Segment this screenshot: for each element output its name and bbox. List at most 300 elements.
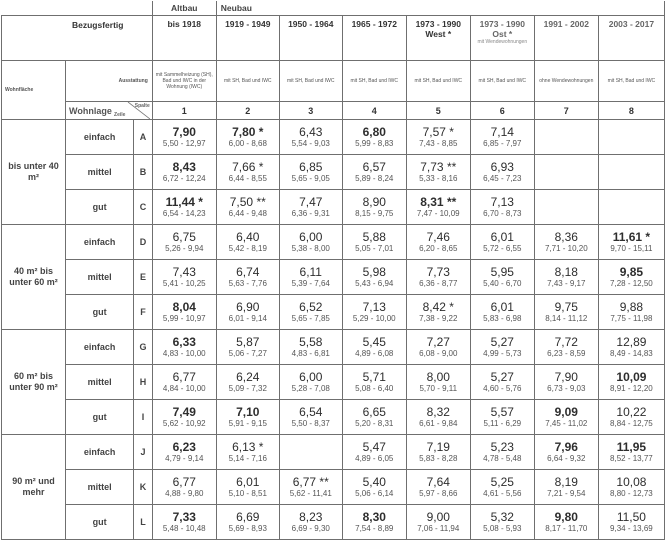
mean-rent: 8,43 xyxy=(172,159,196,174)
wohnflaeche-group: bis unter 40 m² xyxy=(2,120,66,225)
mean-rent: 9,00 xyxy=(426,509,450,524)
table-row xyxy=(2,295,665,330)
column-year-header xyxy=(598,16,664,61)
rent-cell xyxy=(152,120,216,155)
rent-range: 5,08 - 5,93 xyxy=(483,523,522,533)
rent-range: 5,83 - 6,98 xyxy=(483,313,522,323)
rent-cell xyxy=(598,505,664,540)
rent-cell xyxy=(279,225,342,260)
rent-range: 4,83 - 6,81 xyxy=(291,348,330,358)
column-year: 1973 - 1990 xyxy=(415,19,461,29)
mean-rent: 5,23 xyxy=(490,439,514,454)
row-letter: E xyxy=(134,260,153,295)
mean-rent: 9,88 xyxy=(619,299,644,314)
mean-rent: 8,00 xyxy=(426,369,450,384)
wohnlage-cell: mittel xyxy=(66,470,134,505)
rent-range: 5,89 - 8,24 xyxy=(355,173,394,183)
rent-range: 8,49 - 14,83 xyxy=(610,348,653,358)
mean-rent: 6,24 xyxy=(236,369,260,384)
mean-rent: 6,00 xyxy=(299,229,323,244)
column-year: 1965 - 1972 xyxy=(351,19,397,29)
mean-rent: 6,93 xyxy=(490,159,514,174)
column-year-header xyxy=(406,16,470,61)
mean-rent: 11,50 xyxy=(616,509,646,524)
mean-rent: 6,75 xyxy=(172,229,196,244)
rent-range: 5,43 - 6,94 xyxy=(355,278,394,288)
rent-cell xyxy=(534,190,598,225)
mean-rent: 11,61 * xyxy=(612,229,651,244)
table-row xyxy=(2,400,665,435)
wohnlage-cell: einfach xyxy=(66,120,134,155)
mean-rent: 6,54 xyxy=(299,404,323,419)
rent-cell xyxy=(216,505,279,540)
rent-range: 4,61 - 5,56 xyxy=(483,488,522,498)
rent-range: 5,41 - 10,25 xyxy=(162,278,206,288)
rent-cell xyxy=(342,505,406,540)
rent-cell xyxy=(342,190,406,225)
row-letter: C xyxy=(134,190,153,225)
table-row xyxy=(2,505,665,540)
mean-rent: 6,80 xyxy=(362,124,386,139)
mean-rent: 7,14 xyxy=(490,124,514,139)
rent-range: 5,54 - 9,03 xyxy=(291,138,330,148)
rent-cell xyxy=(534,505,598,540)
column-year: 1919 - 1949 xyxy=(225,19,271,29)
rent-range: 4,78 - 5,48 xyxy=(483,453,522,463)
mean-rent: 7,50 ** xyxy=(229,194,266,209)
row-letter: A xyxy=(134,120,153,155)
rent-cell xyxy=(216,365,279,400)
wohnlage-cell: einfach xyxy=(66,435,134,470)
rent-range: 6,08 - 9,00 xyxy=(419,348,458,358)
rent-range: 6,44 - 8,55 xyxy=(228,173,267,183)
column-number: 3 xyxy=(279,102,342,120)
rent-range: 5,09 - 7,32 xyxy=(228,383,267,393)
rent-range: 5,14 - 7,16 xyxy=(228,453,267,463)
rent-range: 4,89 - 6,05 xyxy=(355,453,394,463)
rent-cell xyxy=(470,120,534,155)
rent-range: 5,11 - 6,29 xyxy=(483,418,522,428)
rent-cell xyxy=(598,225,664,260)
rent-range: 7,21 - 9,54 xyxy=(547,488,586,498)
column-ausstattung: mit SH, Bad und IWC xyxy=(598,61,664,102)
column-year: 2003 - 2017 xyxy=(608,19,655,29)
mean-rent: 6,13 * xyxy=(232,439,264,454)
rent-range: 8,15 - 9,75 xyxy=(355,208,394,218)
mean-rent: 7,96 xyxy=(554,439,578,454)
mean-rent: 5,87 xyxy=(236,334,260,349)
rent-range: 6,44 - 9,48 xyxy=(228,208,267,218)
column-note: mit Wendewohnungen xyxy=(477,39,528,45)
rent-range: 5,62 - 11,41 xyxy=(289,488,332,498)
rent-cell xyxy=(279,400,342,435)
bezugsfertig-label: Bezugsfertig xyxy=(2,16,153,61)
rent-range: 6,70 - 8,73 xyxy=(483,208,522,218)
mean-rent: 6,85 xyxy=(299,159,323,174)
rent-cell xyxy=(279,470,342,505)
mean-rent: 6,01 xyxy=(490,299,514,314)
rent-cell xyxy=(598,190,664,225)
rent-cell xyxy=(534,120,598,155)
rent-range: 4,79 - 9,14 xyxy=(165,453,204,463)
rent-range: 7,43 - 9,17 xyxy=(547,278,586,288)
rent-range: 5,29 - 10,00 xyxy=(352,313,396,323)
mean-rent: 7,64 xyxy=(426,474,450,489)
column-number: 5 xyxy=(406,102,470,120)
wohnflaeche-group: 40 m² bis unter 60 m² xyxy=(2,225,66,330)
rent-cell xyxy=(342,155,406,190)
ausstattung-label: Ausstattung xyxy=(66,61,153,102)
mean-rent: 5,88 xyxy=(362,229,386,244)
rent-range: 5,48 - 10,48 xyxy=(162,523,206,533)
wohnlage-cell: einfach xyxy=(66,330,134,365)
mean-rent: 5,45 xyxy=(362,334,386,349)
rent-cell xyxy=(279,365,342,400)
rent-range: 5,62 - 10,92 xyxy=(162,418,206,428)
rent-range: 5,50 - 12,97 xyxy=(162,138,206,148)
rent-range: 8,17 - 11,70 xyxy=(545,523,588,533)
rent-cell xyxy=(406,505,470,540)
rent-range: 6,61 - 9,84 xyxy=(419,418,458,428)
rent-range: 7,47 - 10,09 xyxy=(416,208,460,218)
mean-rent: 6,57 xyxy=(362,159,386,174)
mean-rent: 7,13 xyxy=(362,299,386,314)
rent-range: 6,72 - 12,24 xyxy=(162,173,206,183)
column-region: West * xyxy=(425,29,452,39)
rent-range: 5,10 - 8,51 xyxy=(228,488,267,498)
rent-cell xyxy=(152,155,216,190)
rent-range: 5,05 - 7,01 xyxy=(355,243,394,253)
table-row xyxy=(2,330,665,365)
rent-cell xyxy=(406,120,470,155)
rent-range: 5,50 - 8,37 xyxy=(291,418,330,428)
mean-rent: 6,01 xyxy=(490,229,514,244)
rent-cell xyxy=(534,155,598,190)
rent-cell xyxy=(279,190,342,225)
mean-rent: 7,73 xyxy=(426,264,450,279)
rent-range: 5,91 - 9,15 xyxy=(228,418,267,428)
column-region: Ost * xyxy=(492,29,513,39)
rent-range: 6,00 - 8,68 xyxy=(228,138,267,148)
rent-range: 7,71 - 10,20 xyxy=(544,243,588,253)
column-ausstattung: mit SH, Bad und IWC xyxy=(279,61,342,102)
rent-cell xyxy=(152,435,216,470)
wohnlage-cell: mittel xyxy=(66,260,134,295)
rent-range: 9,70 - 15,11 xyxy=(610,243,653,253)
rent-cell xyxy=(470,190,534,225)
rent-range: 6,54 - 14,23 xyxy=(162,208,206,218)
column-number: 7 xyxy=(534,102,598,120)
wohnlage-cell: gut xyxy=(66,190,134,225)
mean-rent: 6,77 ** xyxy=(292,474,329,489)
rent-cell xyxy=(598,120,664,155)
row-letter: J xyxy=(134,435,153,470)
rent-cell xyxy=(470,155,534,190)
zeile-label: Zeile xyxy=(114,112,126,118)
rent-range: 5,65 - 9,05 xyxy=(291,173,330,183)
rent-cell xyxy=(216,330,279,365)
mean-rent: 7,47 xyxy=(299,194,323,209)
rent-cell xyxy=(598,295,664,330)
rent-range: 5,99 - 10,97 xyxy=(162,313,206,323)
rent-cell xyxy=(216,470,279,505)
rent-cell xyxy=(534,435,598,470)
mean-rent: 7,66 * xyxy=(232,159,264,174)
rent-range: 5,99 - 8,83 xyxy=(355,138,394,148)
column-year-header xyxy=(534,16,598,61)
wohnlage-cell: mittel xyxy=(66,155,134,190)
rent-range: 5,06 - 7,27 xyxy=(228,348,267,358)
column-ausstattung: mit SH, Bad und IWC xyxy=(470,61,534,102)
mean-rent: 7,33 xyxy=(172,509,196,524)
rent-cell xyxy=(152,295,216,330)
column-ausstattung: mit SH, Bad und IWC xyxy=(216,61,279,102)
rent-range: 6,64 - 9,32 xyxy=(547,453,586,463)
neubau-label: Neubau xyxy=(216,1,664,16)
rent-range: 5,65 - 7,85 xyxy=(291,313,330,323)
rent-range: 5,97 - 8,66 xyxy=(419,488,458,498)
rent-range: 5,42 - 8,19 xyxy=(228,243,267,253)
rent-cell xyxy=(534,470,598,505)
rent-cell xyxy=(342,225,406,260)
mean-rent: 7,27 xyxy=(426,334,450,349)
mean-rent: 6,69 xyxy=(236,509,260,524)
rent-range: 7,45 - 11,02 xyxy=(545,418,588,428)
rent-range: 8,14 - 11,12 xyxy=(545,313,588,323)
rent-cell xyxy=(152,365,216,400)
wohnlage-header xyxy=(66,102,153,120)
rent-cell xyxy=(216,260,279,295)
rent-cell xyxy=(406,365,470,400)
mean-rent: 8,32 xyxy=(426,404,450,419)
column-number: 6 xyxy=(470,102,534,120)
rent-range: 6,85 - 7,97 xyxy=(483,138,522,148)
rent-cell xyxy=(470,365,534,400)
rent-cell xyxy=(216,435,279,470)
mean-rent: 6,01 xyxy=(236,474,260,489)
rent-range: 5,06 - 6,14 xyxy=(355,488,394,498)
column-year: 1973 - 1990 xyxy=(479,19,525,29)
mean-rent: 8,42 * xyxy=(422,299,454,314)
rent-range: 5,38 - 8,00 xyxy=(291,243,330,253)
rent-range: 5,08 - 6,40 xyxy=(355,383,394,393)
mean-rent: 8,23 xyxy=(299,509,323,524)
rent-cell xyxy=(279,435,342,470)
rent-range: 7,75 - 11,98 xyxy=(610,313,653,323)
rent-range: 8,52 - 13,77 xyxy=(610,453,653,463)
mean-rent: 5,95 xyxy=(490,264,514,279)
wohnlage-cell: gut xyxy=(66,295,134,330)
mean-rent: 6,90 xyxy=(236,299,260,314)
rent-cell xyxy=(598,260,664,295)
rent-cell xyxy=(279,120,342,155)
rent-cell xyxy=(534,225,598,260)
rent-range: 9,34 - 13,69 xyxy=(610,523,653,533)
rent-range: 7,28 - 12,50 xyxy=(610,278,653,288)
rent-cell xyxy=(406,400,470,435)
rent-range: 7,43 - 8,85 xyxy=(419,138,458,148)
rent-range: 5,70 - 9,11 xyxy=(419,383,458,393)
mean-rent: 7,10 xyxy=(236,404,260,419)
mean-rent: 5,58 xyxy=(299,334,323,349)
mean-rent: 8,18 xyxy=(554,264,578,279)
rent-index-table xyxy=(1,1,665,555)
column-year-header xyxy=(216,16,279,61)
wohnlage-cell: einfach xyxy=(66,225,134,260)
mean-rent: 6,74 xyxy=(236,264,260,279)
table-row xyxy=(2,155,665,190)
rent-cell xyxy=(598,470,664,505)
rent-cell xyxy=(406,295,470,330)
column-year-header xyxy=(279,16,342,61)
rent-cell xyxy=(470,330,534,365)
column-number: 1 xyxy=(152,102,216,120)
mean-rent: 5,25 xyxy=(490,474,514,489)
rent-cell xyxy=(216,120,279,155)
rent-cell xyxy=(152,190,216,225)
rent-cell xyxy=(470,435,534,470)
rent-cell xyxy=(470,295,534,330)
row-letter: D xyxy=(134,225,153,260)
rent-range: 5,40 - 6,70 xyxy=(483,278,522,288)
rent-cell xyxy=(470,505,534,540)
rent-cell xyxy=(342,120,406,155)
rent-cell xyxy=(406,225,470,260)
rent-range: 8,84 - 12,75 xyxy=(610,418,653,428)
altbau-label: Altbau xyxy=(152,1,216,16)
rent-cell xyxy=(534,400,598,435)
rent-cell xyxy=(598,400,664,435)
row-letter: K xyxy=(134,470,153,505)
mean-rent: 10,22 xyxy=(616,404,647,419)
spalte-label: Spalte xyxy=(134,103,150,109)
rent-range: 7,54 - 8,89 xyxy=(355,523,394,533)
mean-rent: 5,40 xyxy=(362,474,386,489)
mean-rent: 5,57 xyxy=(490,404,514,419)
table-row xyxy=(2,470,665,505)
rent-cell xyxy=(216,190,279,225)
rent-range: 4,83 - 10,00 xyxy=(162,348,206,358)
mean-rent: 6,11 xyxy=(299,264,322,279)
rent-cell xyxy=(152,260,216,295)
column-ausstattung: mit Sammelheizung (SH), Bad und IWC in der Wohnung (IWC) xyxy=(152,61,216,102)
mean-rent: 11,95 xyxy=(616,439,647,454)
mean-rent: 9,75 xyxy=(554,299,578,314)
rent-range: 6,23 - 8,59 xyxy=(547,348,586,358)
table-row xyxy=(2,365,665,400)
rent-cell xyxy=(534,295,598,330)
table-row xyxy=(2,435,665,470)
mean-rent: 6,77 xyxy=(172,369,196,384)
rent-range: 4,89 - 6,08 xyxy=(355,348,394,358)
mean-rent: 7,80 * xyxy=(232,124,264,139)
rent-range: 8,91 - 12,20 xyxy=(610,383,653,393)
rent-cell xyxy=(534,365,598,400)
mean-rent: 6,65 xyxy=(362,404,386,419)
rent-cell xyxy=(216,295,279,330)
rent-range: 5,28 - 7,08 xyxy=(291,383,330,393)
mean-rent: 6,33 xyxy=(172,334,196,349)
wohnflaeche-group: 90 m² und mehr xyxy=(2,435,66,540)
rent-range: 6,36 - 8,77 xyxy=(419,278,458,288)
mean-rent: 7,90 xyxy=(172,124,196,139)
rent-cell xyxy=(406,435,470,470)
mean-rent: 7,49 xyxy=(172,404,196,419)
mean-rent: 7,72 xyxy=(554,334,578,349)
rent-cell xyxy=(152,470,216,505)
rent-cell xyxy=(406,190,470,225)
rent-range: 4,60 - 5,76 xyxy=(483,383,522,393)
mean-rent: 5,47 xyxy=(362,439,386,454)
wohnlage-cell: mittel xyxy=(66,365,134,400)
rent-range: 6,45 - 7,23 xyxy=(483,173,522,183)
rent-cell xyxy=(534,260,598,295)
row-letter: B xyxy=(134,155,153,190)
rent-range: 5,26 - 9,94 xyxy=(165,243,204,253)
wohnlage-cell: gut xyxy=(66,400,134,435)
rent-cell xyxy=(470,225,534,260)
mean-rent: 11,44 * xyxy=(165,194,203,209)
column-year: 1991 - 2002 xyxy=(543,19,589,29)
column-year-header xyxy=(342,16,406,61)
table-row xyxy=(2,225,665,260)
rent-range: 5,63 - 7,76 xyxy=(228,278,267,288)
row-letter: I xyxy=(134,400,153,435)
mean-rent: 8,30 xyxy=(362,509,386,524)
mean-rent: 7,19 xyxy=(426,439,450,454)
rent-cell xyxy=(279,330,342,365)
rent-range: 5,72 - 6,55 xyxy=(483,243,522,253)
rent-cell xyxy=(406,260,470,295)
table-row xyxy=(2,120,665,155)
mean-rent: 7,57 * xyxy=(422,124,454,139)
rent-cell xyxy=(342,400,406,435)
rent-range: 4,84 - 10,00 xyxy=(162,383,206,393)
mean-rent: 12,89 xyxy=(616,334,647,349)
wohnlage-label: Wohnlage xyxy=(69,106,112,116)
column-ausstattung: mit SH, Bad und IWC xyxy=(406,61,470,102)
rent-cell xyxy=(279,260,342,295)
rent-cell xyxy=(342,435,406,470)
column-year: 1950 - 1964 xyxy=(288,19,334,29)
rent-range: 6,01 - 9,14 xyxy=(228,313,267,323)
column-year-header xyxy=(470,16,534,61)
mean-rent: 8,31 ** xyxy=(420,194,457,209)
rent-cell xyxy=(342,365,406,400)
rent-cell xyxy=(279,155,342,190)
rent-cell xyxy=(279,505,342,540)
column-number: 8 xyxy=(598,102,664,120)
rent-cell xyxy=(216,400,279,435)
wohnflaeche-label: Wohnfläche xyxy=(2,61,66,120)
mean-rent: 5,27 xyxy=(490,334,514,349)
column-number: 2 xyxy=(216,102,279,120)
mean-rent: 6,43 xyxy=(299,124,323,139)
rent-cell xyxy=(152,400,216,435)
mean-rent: 7,73 ** xyxy=(420,159,457,174)
rent-cell xyxy=(406,155,470,190)
rent-cell xyxy=(152,330,216,365)
rent-range: 4,88 - 9,80 xyxy=(165,488,204,498)
rent-cell xyxy=(279,295,342,330)
rent-cell xyxy=(342,330,406,365)
rent-cell xyxy=(152,225,216,260)
rent-range: 8,80 - 12,73 xyxy=(610,488,653,498)
rent-cell xyxy=(216,155,279,190)
mean-rent: 7,46 xyxy=(426,229,450,244)
rent-cell xyxy=(598,365,664,400)
rent-cell xyxy=(470,470,534,505)
